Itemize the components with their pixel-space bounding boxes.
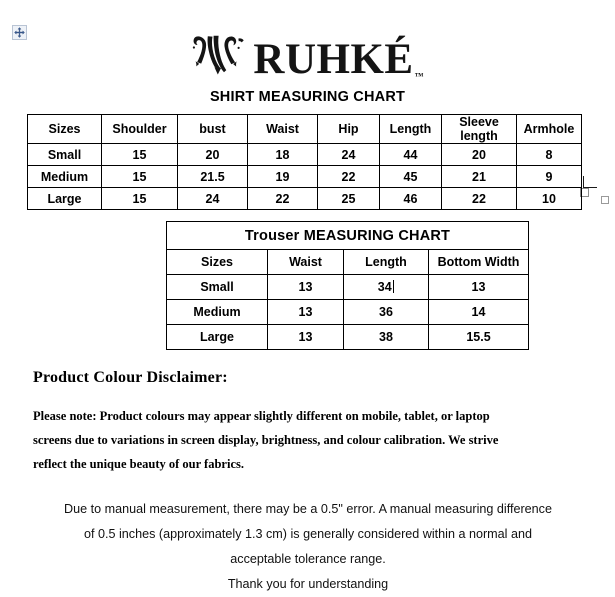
column-header: Length (344, 250, 429, 275)
measurement-cell[interactable]: 18 (248, 144, 318, 166)
measurement-cell[interactable]: 13 (429, 275, 529, 300)
measurement-cell[interactable]: 22 (248, 188, 318, 210)
closing-line-1: Due to manual measurement, there may be a 0.5" error. A manual measuring difference (64, 502, 552, 516)
trouser-measuring-table[interactable] (166, 221, 529, 350)
column-header: Waist (268, 250, 344, 275)
text-cursor (393, 280, 395, 293)
column-header: bust (178, 115, 248, 144)
table-row[interactable] (28, 144, 582, 166)
table-row[interactable] (167, 300, 529, 325)
disclaimer-heading: Product Colour Disclaimer: (33, 369, 228, 386)
disclaimer-body (33, 404, 543, 452)
disclaimer-line-1: Please note: Product colours may appear slightly different on mobile, tablet, or laptop (33, 409, 490, 423)
measurement-cell[interactable]: 15.5 (429, 325, 529, 350)
size-label-cell[interactable]: Small (167, 275, 268, 300)
disclaimer-line-3: reflect the unique beauty of our fabrics. (33, 457, 244, 471)
column-header: Length (380, 115, 442, 144)
shirt-chart-title: SHIRT MEASURING CHART (209, 89, 406, 105)
measurement-cell[interactable]: 21.5 (178, 166, 248, 188)
size-label-cell[interactable]: Large (167, 325, 268, 350)
resize-handle-icon[interactable] (601, 196, 609, 204)
shirt-measuring-table[interactable] (27, 114, 582, 210)
column-header: Bottom Width (429, 250, 529, 275)
measurement-cell[interactable]: 46 (380, 188, 442, 210)
table-header-row (167, 250, 529, 275)
closing-line-2: of 0.5 inches (approximately 1.3 cm) is generally considered within a normal and (83, 527, 532, 541)
measurement-cell[interactable]: 20 (442, 144, 517, 166)
measurement-cell[interactable]: 44 (380, 144, 442, 166)
column-header: Hip (318, 115, 380, 144)
measurement-cell[interactable]: 20 (178, 144, 248, 166)
size-label-cell[interactable]: Medium (167, 300, 268, 325)
measurement-cell[interactable]: 21 (442, 166, 517, 188)
column-header: Sizes (28, 115, 102, 144)
column-header: Armhole (517, 115, 582, 144)
brand-logo (0, 27, 615, 81)
disclaimer-line-2: screens due to variations in screen display, brightness, and colour calibration. We strive (33, 433, 499, 447)
measurement-cell[interactable]: 10 (517, 188, 582, 210)
measurement-cell[interactable]: 15 (102, 188, 178, 210)
table-row[interactable] (28, 188, 582, 210)
measurement-cell[interactable]: 13 (268, 275, 344, 300)
measurement-cell[interactable]: 24 (318, 144, 380, 166)
measurement-cell[interactable]: 45 (380, 166, 442, 188)
measurement-cell[interactable]: 38 (344, 325, 429, 350)
table-row[interactable] (28, 166, 582, 188)
closing-note (33, 497, 583, 597)
table-row[interactable] (167, 325, 529, 350)
brand-wordmark: RUHKÉ (253, 36, 414, 83)
measurement-cell[interactable]: 15 (102, 144, 178, 166)
measurement-cell[interactable]: 22 (318, 166, 380, 188)
size-label-cell[interactable]: Small (28, 144, 102, 166)
measurement-cell[interactable]: 8 (517, 144, 582, 166)
measurement-cell[interactable]: 24 (178, 188, 248, 210)
ruhke-monogram-icon (191, 27, 251, 79)
column-header: Sizes (167, 250, 268, 275)
measurement-cell[interactable]: 9 (517, 166, 582, 188)
column-header: Waist (248, 115, 318, 144)
table-title-row (167, 222, 529, 250)
measurement-cell[interactable]: 34 (344, 275, 429, 300)
closing-line-3: acceptable tolerance range. (230, 552, 386, 566)
measurement-cell[interactable]: 36 (344, 300, 429, 325)
measurement-cell[interactable]: 13 (268, 325, 344, 350)
trademark-symbol: ™ (414, 71, 424, 81)
measurement-cell[interactable]: 13 (268, 300, 344, 325)
measurement-cell[interactable]: 22 (442, 188, 517, 210)
column-header: Sleeve length (442, 115, 517, 144)
closing-line-4: Thank you for understanding (227, 577, 389, 591)
measurement-cell[interactable]: 19 (248, 166, 318, 188)
trouser-chart-title: Trouser MEASURING CHART (167, 222, 529, 250)
column-header: Shoulder (102, 115, 178, 144)
size-label-cell[interactable]: Medium (28, 166, 102, 188)
measurement-cell[interactable]: 25 (318, 188, 380, 210)
table-row[interactable] (167, 275, 529, 300)
table-header-row (28, 115, 582, 144)
measurement-cell[interactable]: 15 (102, 166, 178, 188)
size-label-cell[interactable]: Large (28, 188, 102, 210)
measurement-cell[interactable]: 14 (429, 300, 529, 325)
